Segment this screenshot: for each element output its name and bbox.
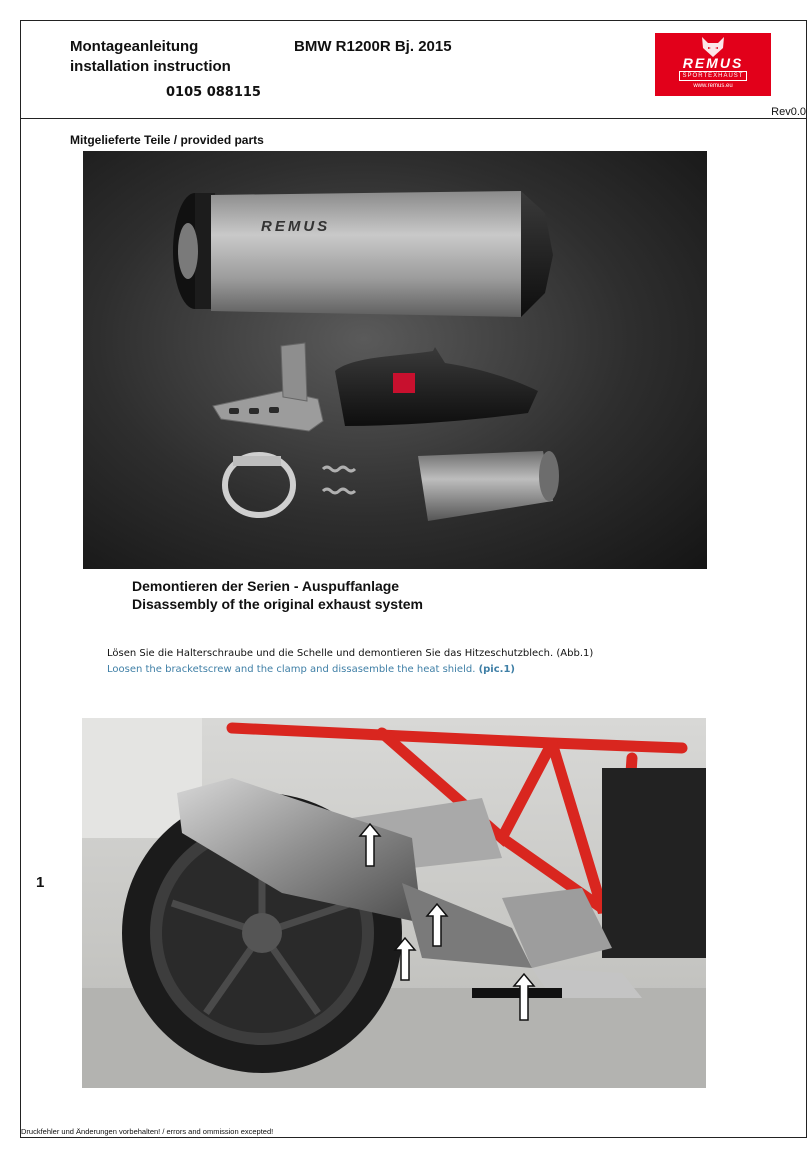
title-german: Montageanleitung xyxy=(70,38,199,55)
provided-parts-photo xyxy=(83,151,707,569)
figure-number: 1 xyxy=(36,874,45,891)
part-number: 0105 088115 xyxy=(166,85,261,100)
exhaust-springs xyxy=(323,467,355,493)
section-title-english: Disassembly of the original exhaust system xyxy=(132,596,423,612)
logo-brand: REMUS xyxy=(682,55,744,71)
carbon-heat-shield xyxy=(335,347,538,426)
header-divider xyxy=(20,118,807,119)
section-title-german: Demontieren der Serien - Auspuffanlage xyxy=(132,578,400,594)
motorcycle-exhaust-photo xyxy=(82,718,706,1088)
exhaust-clamp xyxy=(225,455,293,515)
instruction-english xyxy=(107,664,515,675)
provided-parts-heading: Mitgelieferte Teile / provided parts xyxy=(70,133,264,147)
logo-subtitle: SPORTEXHAUST xyxy=(679,71,747,81)
revision: Rev0.0 xyxy=(771,106,806,118)
mounting-bracket xyxy=(213,343,323,431)
muffler-silencer xyxy=(173,191,553,317)
muffler-brand-label: REMUS xyxy=(261,218,331,235)
title-english: installation instruction xyxy=(70,58,231,75)
instruction-german: Lösen Sie die Halterschraube und die Schelle und demontieren Sie das Hitzeschutzblech. (Abb.1) xyxy=(107,648,594,659)
instruction-english-ref: (pic.1) xyxy=(478,664,515,675)
remus-logo xyxy=(655,33,771,96)
logo-url: www.remus.eu xyxy=(693,83,733,89)
model-title: BMW R1200R Bj. 2015 xyxy=(294,38,452,55)
link-pipe xyxy=(418,451,559,521)
footer-disclaimer: Druckfehler und Änderungen vorbehalten! / errors and ommission excepted! xyxy=(21,1127,274,1136)
instruction-english-text: Loosen the bracketscrew and the clamp and dissasemble the heat shield. xyxy=(107,664,476,675)
